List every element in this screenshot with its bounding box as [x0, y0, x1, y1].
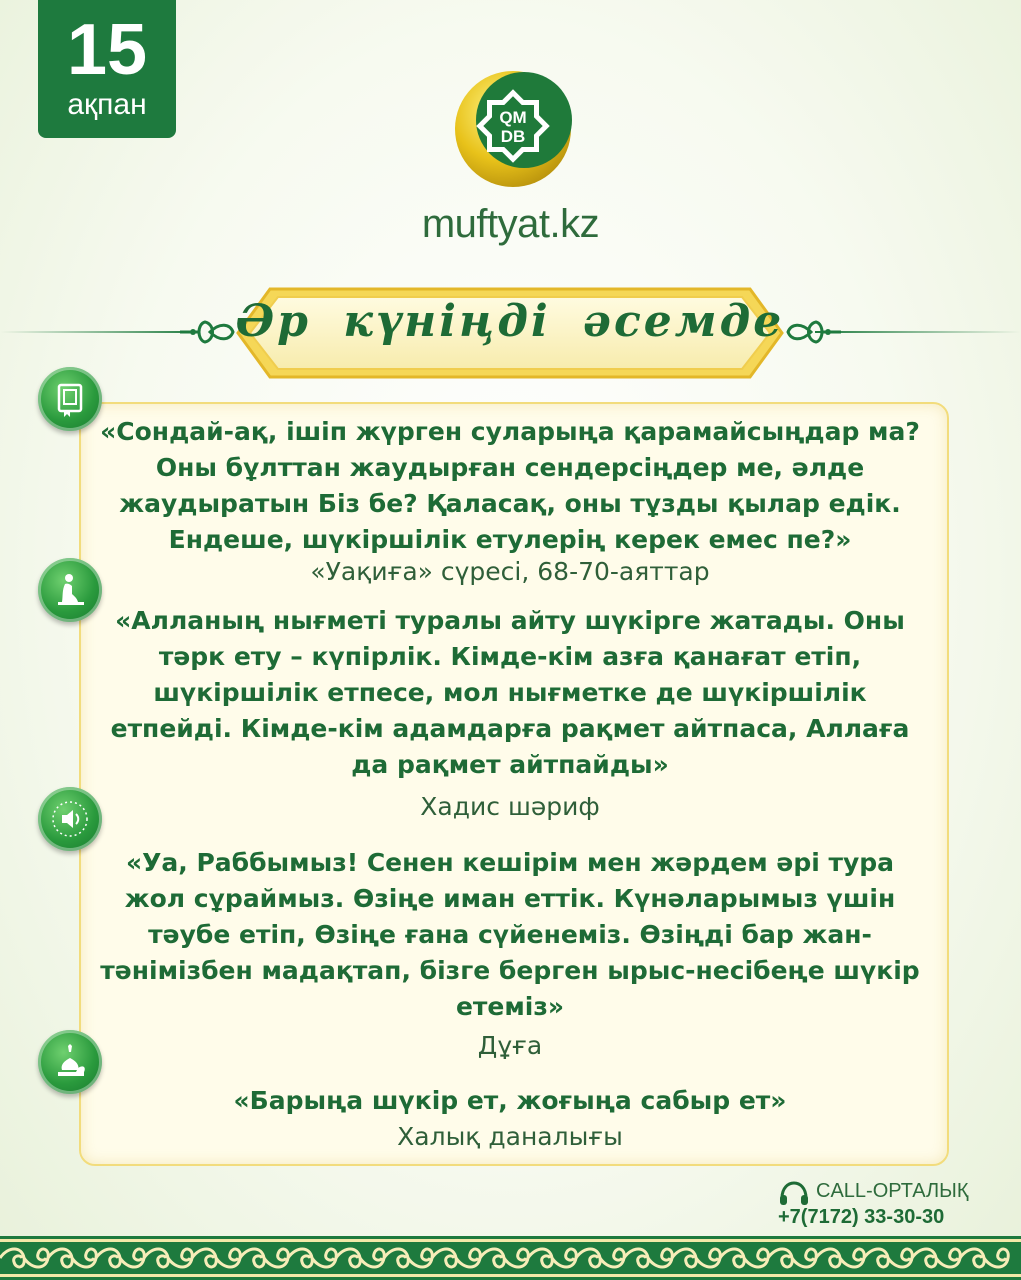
date-month: ақпан [67, 88, 147, 121]
lamp-icon [50, 1042, 90, 1082]
bottom-ornament-border [0, 1236, 1021, 1280]
quran-icon-button [38, 367, 102, 431]
quote-hadith: «Алланың нығметі туралы айту шүкірге жатады. Оны тәрк ету – күпірлік. Кімде-кім азға қанағат етіп, шүкіршілік етпесе, мол нығметке де шүкіршілік етпейді. Кімде-кім адамдарға рақмет айтпаса, Аллаға да рақмет айтпайды» [110, 606, 910, 779]
call-center-label: CALL-ОРТАЛЫҚ [816, 1180, 969, 1202]
ornament-left-icon [175, 314, 235, 350]
quote-quran: «Сондай-ақ, ішіп жүрген суларыңа қарамайсыңдар ма? Оны бұлттан жаудырған сендерсіңдер ме, әлде жаудыратын Біз бе? Қаласақ, оны тұзды қылар едік. Ендеше, шүкіршілік етулерің керек емес пе?» [100, 417, 920, 554]
headset-icon [778, 1180, 810, 1208]
call-center-phone[interactable]: +7(7172) 33-30-30 [778, 1206, 945, 1228]
site-name: muftyat.kz [421, 202, 600, 246]
source-hadith: Хадис шәриф [420, 792, 600, 821]
decorative-line-left [0, 331, 200, 333]
praying-person-icon [50, 570, 90, 610]
source-proverb: Халық даналығы [397, 1122, 623, 1151]
page-title: Әр күніңді әсемде [235, 296, 785, 347]
call-center[interactable] [778, 1180, 978, 1230]
ornament-pattern-icon [0, 1236, 1021, 1280]
muftyat-logo [452, 68, 574, 190]
date-badge [38, 0, 176, 138]
prayer-icon-button [38, 558, 102, 622]
source-quran: «Уақиға» сүресі, 68-70-аяттар [310, 557, 710, 586]
audio-icon-button [38, 787, 102, 851]
speaker-icon [50, 799, 90, 839]
date-day: 15 [66, 10, 148, 90]
ornament-right-icon [786, 314, 846, 350]
svg-text:DB: DB [500, 127, 526, 146]
wisdom-icon-button [38, 1030, 102, 1094]
svg-text:QM: QM [499, 108, 527, 127]
quran-book-icon [50, 379, 90, 419]
quote-proverb: «Барыңа шүкір ет, жоғыңа сабыр ет» [233, 1086, 787, 1115]
source-dua: Дұға [477, 1031, 543, 1060]
quote-dua: «Уа, Раббымыз! Сенен кешірім мен жәрдем әрі тура жол сұраймыз. Өзіңе иман еттік. Күнәларымыз үшін тәубе етіп, Өзіңе ғана сүйенеміз. Өзіңді бар жан-тәнімізбен мадақтап, бізге берген ырыс-несібеңе шүкір етеміз» [100, 848, 920, 1021]
